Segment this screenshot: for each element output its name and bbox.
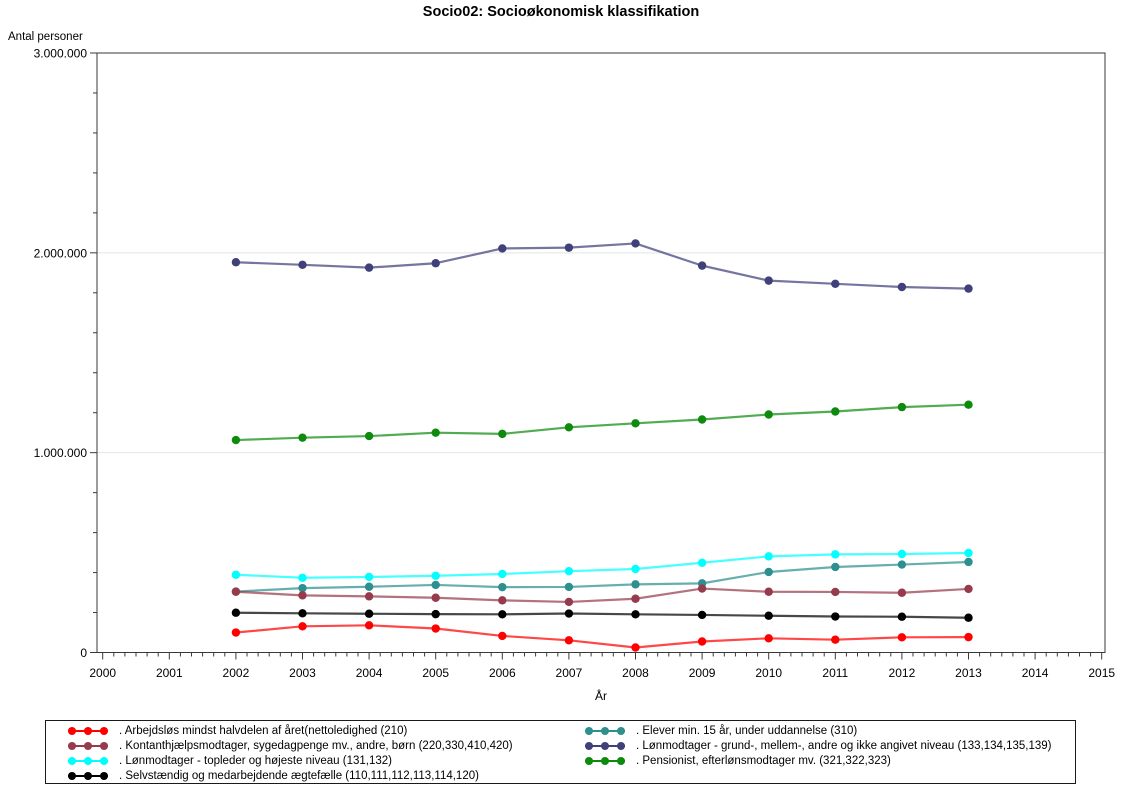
x-tick-label: 2010 xyxy=(755,666,783,680)
series-marker xyxy=(831,636,839,644)
legend-item-label: . Pensionist, efterlønsmodtager mv. (321,322,323) xyxy=(636,755,891,768)
series-marker xyxy=(698,584,706,592)
y-tick-label: 0 xyxy=(80,646,87,660)
series-marker xyxy=(498,430,506,438)
series-marker xyxy=(898,589,906,597)
series-marker xyxy=(765,568,773,576)
series-marker xyxy=(298,622,306,630)
series-marker xyxy=(565,243,573,251)
series-marker xyxy=(365,621,373,629)
series-marker xyxy=(898,550,906,558)
series-marker xyxy=(765,410,773,418)
series-marker xyxy=(298,574,306,582)
series-marker xyxy=(765,612,773,620)
series-marker xyxy=(432,572,440,580)
y-tick-label: 3.000.000 xyxy=(33,46,87,61)
series-marker xyxy=(565,609,573,617)
series-marker xyxy=(498,632,506,640)
legend-marker-icon xyxy=(66,726,110,736)
x-tick-label: 2008 xyxy=(622,666,649,680)
series-marker xyxy=(698,261,706,269)
series-marker xyxy=(631,643,639,651)
x-tick-label: 2012 xyxy=(888,666,916,680)
series-marker xyxy=(298,609,306,617)
series-marker xyxy=(232,436,240,444)
series-marker xyxy=(964,401,972,409)
series-marker xyxy=(298,261,306,269)
legend-item-label: . Lønmodtager - grund-, mellem-, andre og ikke angivet niveau (133,134,135,139) xyxy=(636,740,1052,753)
series-marker xyxy=(765,588,773,596)
series-marker xyxy=(964,633,972,641)
legend-item xyxy=(583,754,1052,769)
series-marker xyxy=(831,280,839,288)
series-marker xyxy=(898,633,906,641)
series-marker xyxy=(232,258,240,266)
series-marker xyxy=(498,596,506,604)
series-marker xyxy=(298,433,306,441)
legend-marker-icon xyxy=(66,741,110,751)
series-marker xyxy=(232,588,240,596)
legend-marker-icon xyxy=(583,756,627,766)
legend-item xyxy=(583,739,1052,754)
series-marker xyxy=(365,610,373,618)
legend xyxy=(45,720,1076,784)
series-marker xyxy=(365,583,373,591)
y-axis-label: Antal personer xyxy=(8,31,83,43)
legend-item-label: . Kontanthjælpsmodtager, sygedagpenge mv., andre, børn (220,330,410,420) xyxy=(119,740,513,753)
series-marker xyxy=(698,637,706,645)
series-line xyxy=(236,625,969,647)
series-marker xyxy=(565,583,573,591)
legend-item-label: . Selvstændig og medarbejdende ægtefælle (110,111,112,113,114,120) xyxy=(119,770,479,783)
series-marker xyxy=(831,563,839,571)
series-marker xyxy=(631,610,639,618)
x-tick-label: 2001 xyxy=(155,666,183,680)
series-marker xyxy=(565,598,573,606)
series-marker xyxy=(432,610,440,618)
legend-column-left xyxy=(66,724,513,784)
series-marker xyxy=(432,581,440,589)
series-marker xyxy=(498,570,506,578)
x-axis-label: År xyxy=(595,689,607,703)
series-marker xyxy=(898,613,906,621)
series-marker xyxy=(365,263,373,271)
legend-item-label: . Elever min. 15 år, under uddannelse (310) xyxy=(636,725,858,738)
series-marker xyxy=(698,611,706,619)
series-marker xyxy=(964,284,972,292)
legend-item xyxy=(66,739,513,754)
x-tick-label: 2006 xyxy=(488,666,516,680)
series-marker xyxy=(631,595,639,603)
series-marker xyxy=(698,415,706,423)
series-marker xyxy=(565,423,573,431)
series-marker xyxy=(765,552,773,560)
series-marker xyxy=(831,550,839,558)
series-marker xyxy=(898,403,906,411)
series-marker xyxy=(298,591,306,599)
series-marker xyxy=(565,567,573,575)
x-tick-label: 2013 xyxy=(955,666,982,680)
x-tick-label: 2007 xyxy=(555,666,583,680)
series-marker xyxy=(432,428,440,436)
legend-item-label: . Lønmodtager - topleder og højeste niveau (131,132) xyxy=(119,755,392,768)
series-marker xyxy=(964,549,972,557)
y-tick-label: 2.000.000 xyxy=(33,246,87,261)
series-marker xyxy=(831,588,839,596)
x-tick-label: 2000 xyxy=(89,666,117,680)
y-tick-label: 1.000.000 xyxy=(33,446,87,461)
series-marker xyxy=(898,560,906,568)
legend-item xyxy=(66,724,513,739)
legend-column-right xyxy=(583,724,1052,769)
series-marker xyxy=(631,580,639,588)
chart-title: Socio02: Socioøkonomisk klassifikation xyxy=(422,4,700,20)
series-marker xyxy=(365,573,373,581)
series-marker xyxy=(765,276,773,284)
x-tick-label: 2002 xyxy=(222,666,250,680)
series-line xyxy=(236,405,969,440)
x-tick-label: 2003 xyxy=(289,666,316,680)
series-marker xyxy=(365,592,373,600)
series-marker xyxy=(698,559,706,567)
series-marker xyxy=(232,609,240,617)
series-marker xyxy=(365,432,373,440)
x-tick-label: 2005 xyxy=(422,666,450,680)
legend-item xyxy=(66,754,513,769)
series-marker xyxy=(232,571,240,579)
legend-item xyxy=(66,769,513,784)
series-marker xyxy=(432,624,440,632)
series-marker xyxy=(232,628,240,636)
legend-marker-icon xyxy=(66,771,110,781)
x-tick-label: 2009 xyxy=(688,666,716,680)
series-marker xyxy=(498,583,506,591)
series-marker xyxy=(432,259,440,267)
series-marker xyxy=(831,612,839,620)
legend-marker-icon xyxy=(583,726,627,736)
legend-marker-icon xyxy=(66,756,110,766)
series-marker xyxy=(498,610,506,618)
series-marker xyxy=(765,634,773,642)
series-marker xyxy=(565,636,573,644)
series-marker xyxy=(631,565,639,573)
series-marker xyxy=(964,614,972,622)
x-tick-label: 2004 xyxy=(355,666,383,680)
legend-marker-icon xyxy=(583,741,627,751)
series-marker xyxy=(432,594,440,602)
series-marker xyxy=(831,407,839,415)
x-tick-label: 2015 xyxy=(1088,666,1116,680)
series-marker xyxy=(631,239,639,247)
series-marker xyxy=(631,419,639,427)
series-line xyxy=(236,613,969,618)
legend-item xyxy=(583,724,1052,739)
series-line xyxy=(236,589,969,602)
series-marker xyxy=(298,584,306,592)
x-tick-label: 2011 xyxy=(822,666,849,680)
series-marker xyxy=(964,558,972,566)
legend-item-label: . Arbejdsløs mindst halvdelen af året(nettoledighed (210) xyxy=(119,725,408,738)
series-marker xyxy=(498,244,506,252)
x-tick-label: 2014 xyxy=(1021,666,1049,680)
series-marker xyxy=(964,585,972,593)
series-marker xyxy=(898,283,906,291)
series-line xyxy=(236,243,969,288)
